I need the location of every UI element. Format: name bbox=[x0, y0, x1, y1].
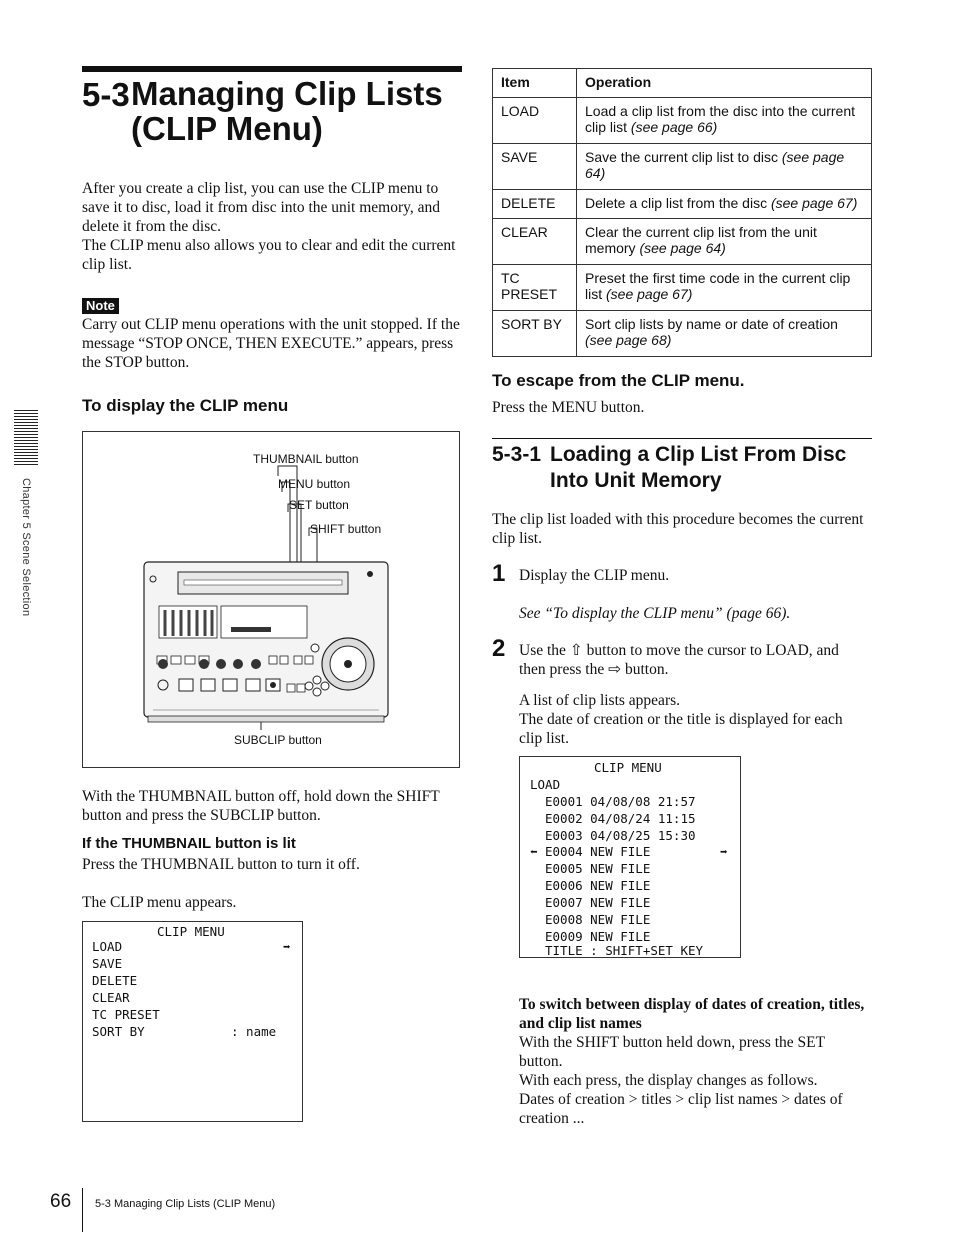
subclip-label: SUBCLIP button bbox=[234, 733, 322, 747]
intro bbox=[82, 179, 462, 274]
section-rule bbox=[492, 438, 872, 439]
table-row bbox=[493, 144, 872, 190]
menu-label: MENU button bbox=[278, 477, 351, 491]
row-operation: Load a clip list from the disc into the current clip list (see page 66) bbox=[577, 98, 872, 144]
escape-title: To escape from the CLIP menu. bbox=[492, 371, 745, 390]
row-operation: Delete a clip list from the disc (see page 67) bbox=[577, 190, 872, 219]
table-row bbox=[493, 219, 872, 265]
up-arrow-icon: ⇧ bbox=[569, 642, 583, 659]
list-item: E0003 04/08/25 15:30 bbox=[545, 828, 696, 843]
header-item: Item bbox=[493, 69, 577, 98]
step-2-result: A list of clip lists appears. The date of creation or the title is displayed for each clip list. bbox=[519, 692, 843, 747]
display-section-title: To display the CLIP menu bbox=[82, 396, 289, 415]
footer-text: 5-3 Managing Clip Lists (CLIP Menu) bbox=[95, 1198, 276, 1210]
row-operation: Save the current clip list to disc (see page 64) bbox=[577, 144, 872, 190]
list-item: E0007 NEW FILE bbox=[545, 895, 651, 910]
list-item: E0004 NEW FILE bbox=[545, 844, 651, 859]
section-intro: The clip list loaded with this procedure becomes the current clip list. bbox=[492, 511, 864, 547]
note-label: Note bbox=[82, 298, 119, 314]
clip-menu-screen bbox=[82, 921, 303, 1122]
load-screen-footer: TITLE : SHIFT+SET KEY bbox=[545, 943, 704, 958]
list-item: E0001 04/08/08 21:57 bbox=[545, 794, 696, 809]
row-operation: Preset the first time code in the current clip list (see page 67) bbox=[577, 265, 872, 311]
step-2-text: Use the ⇧ button to move the cursor to LOAD, and then press the ⇨ button. bbox=[519, 642, 839, 678]
page-number: 66 bbox=[50, 1191, 72, 1212]
switch-body: With the SHIFT button held down, press the SET button. With each press, the display changes as follows. Dates of creation > titles > clip list names > dates of creation ... bbox=[519, 1034, 843, 1127]
menu-item-save: SAVE bbox=[92, 956, 123, 971]
thumbnail-lit-title: If the THUMBNAIL button is lit bbox=[82, 835, 296, 852]
step-1-ref: See “To display the CLIP menu” (page 66). bbox=[519, 605, 791, 622]
list-item: E0008 NEW FILE bbox=[545, 912, 651, 927]
display-instructions: With the THUMBNAIL button off, hold down the SHIFT button and press the SUBCLIP button. bbox=[82, 788, 440, 824]
shift-label: SHIFT button bbox=[310, 522, 382, 536]
row-operation: Clear the current clip list from the unit memory (see page 64) bbox=[577, 219, 872, 265]
page-title: Managing Clip Lists (CLIP Menu) bbox=[131, 75, 443, 147]
load-screen-load: LOAD bbox=[530, 777, 561, 792]
heading-number: 5-3 bbox=[82, 76, 130, 113]
thumbnail-label: THUMBNAIL button bbox=[253, 452, 359, 466]
chapter-tab-bars bbox=[14, 410, 38, 466]
menu-item-clear: CLEAR bbox=[92, 990, 130, 1005]
intro-paragraph: After you create a clip list, you can use the CLIP menu to save it to disc, load it from disc into the unit memory, and delete it from the disc. bbox=[82, 180, 441, 235]
escape-body: Press the MENU button. bbox=[492, 399, 645, 416]
arrow-right-icon: ➡ bbox=[283, 939, 291, 954]
table-header-row bbox=[493, 69, 872, 98]
menu-item-delete: DELETE bbox=[92, 973, 138, 988]
clip-menu-title: CLIP MENU bbox=[157, 924, 225, 939]
step-2-number: 2 bbox=[492, 635, 506, 662]
section-number: 5-3-1 bbox=[492, 443, 542, 466]
sort-by-value: : name bbox=[231, 1024, 277, 1039]
switch-title: To switch between display of dates of creation, titles, and clip list names bbox=[519, 996, 865, 1032]
chapter-tab-label: Chapter 5 Scene Selection bbox=[20, 478, 32, 617]
row-item: SAVE bbox=[493, 144, 577, 190]
menu-item-load: LOAD bbox=[92, 939, 123, 954]
table-row bbox=[493, 311, 872, 357]
note-text: Carry out CLIP menu operations with the unit stopped. If the message “STOP ONCE, THEN EXECUTE.” appears, press the STOP button. bbox=[82, 316, 460, 371]
section-title: Loading a Clip List From Disc Into Unit Memory bbox=[550, 443, 847, 492]
menu-appears-text: The CLIP menu appears. bbox=[82, 894, 237, 911]
list-item: E0005 NEW FILE bbox=[545, 861, 651, 876]
list-item: E0002 04/08/24 11:15 bbox=[545, 811, 696, 826]
row-item: LOAD bbox=[493, 98, 577, 144]
row-item: DELETE bbox=[493, 190, 577, 219]
row-operation: Sort clip lists by name or date of creation (see page 68) bbox=[577, 311, 872, 357]
table-row bbox=[493, 190, 872, 219]
arrow-right-icon: ➡ bbox=[720, 844, 728, 859]
device-figure bbox=[82, 431, 460, 768]
header-operation: Operation bbox=[577, 69, 872, 98]
thumbnail-lit-body: Press the THUMBNAIL button to turn it off. bbox=[82, 856, 360, 873]
menu-item-sort-by: SORT BY bbox=[92, 1024, 145, 1039]
operations-table bbox=[492, 68, 872, 357]
row-item: CLEAR bbox=[493, 219, 577, 265]
heading-rule bbox=[82, 66, 462, 72]
footer-rule bbox=[82, 1188, 83, 1232]
intro-paragraph: The CLIP menu also allows you to clear and edit the current clip list. bbox=[82, 237, 456, 273]
menu-item-tc-preset: TC PRESET bbox=[92, 1007, 160, 1022]
list-item: E0006 NEW FILE bbox=[545, 878, 651, 893]
arrow-left-icon: ⬅ bbox=[530, 844, 538, 859]
step-1-number: 1 bbox=[492, 560, 506, 587]
set-label: SET button bbox=[289, 498, 349, 512]
device-illustration bbox=[83, 432, 459, 767]
row-item: TC PRESET bbox=[493, 265, 577, 311]
step-1-text: Display the CLIP menu. bbox=[519, 567, 670, 584]
load-list-screen bbox=[519, 756, 741, 958]
table-row bbox=[493, 98, 872, 144]
row-item: SORT BY bbox=[493, 311, 577, 357]
list-item: E0009 NEW FILE bbox=[545, 929, 651, 944]
load-screen-title: CLIP MENU bbox=[594, 760, 662, 775]
table-row bbox=[493, 265, 872, 311]
right-arrow-icon: ⇨ bbox=[608, 661, 622, 678]
